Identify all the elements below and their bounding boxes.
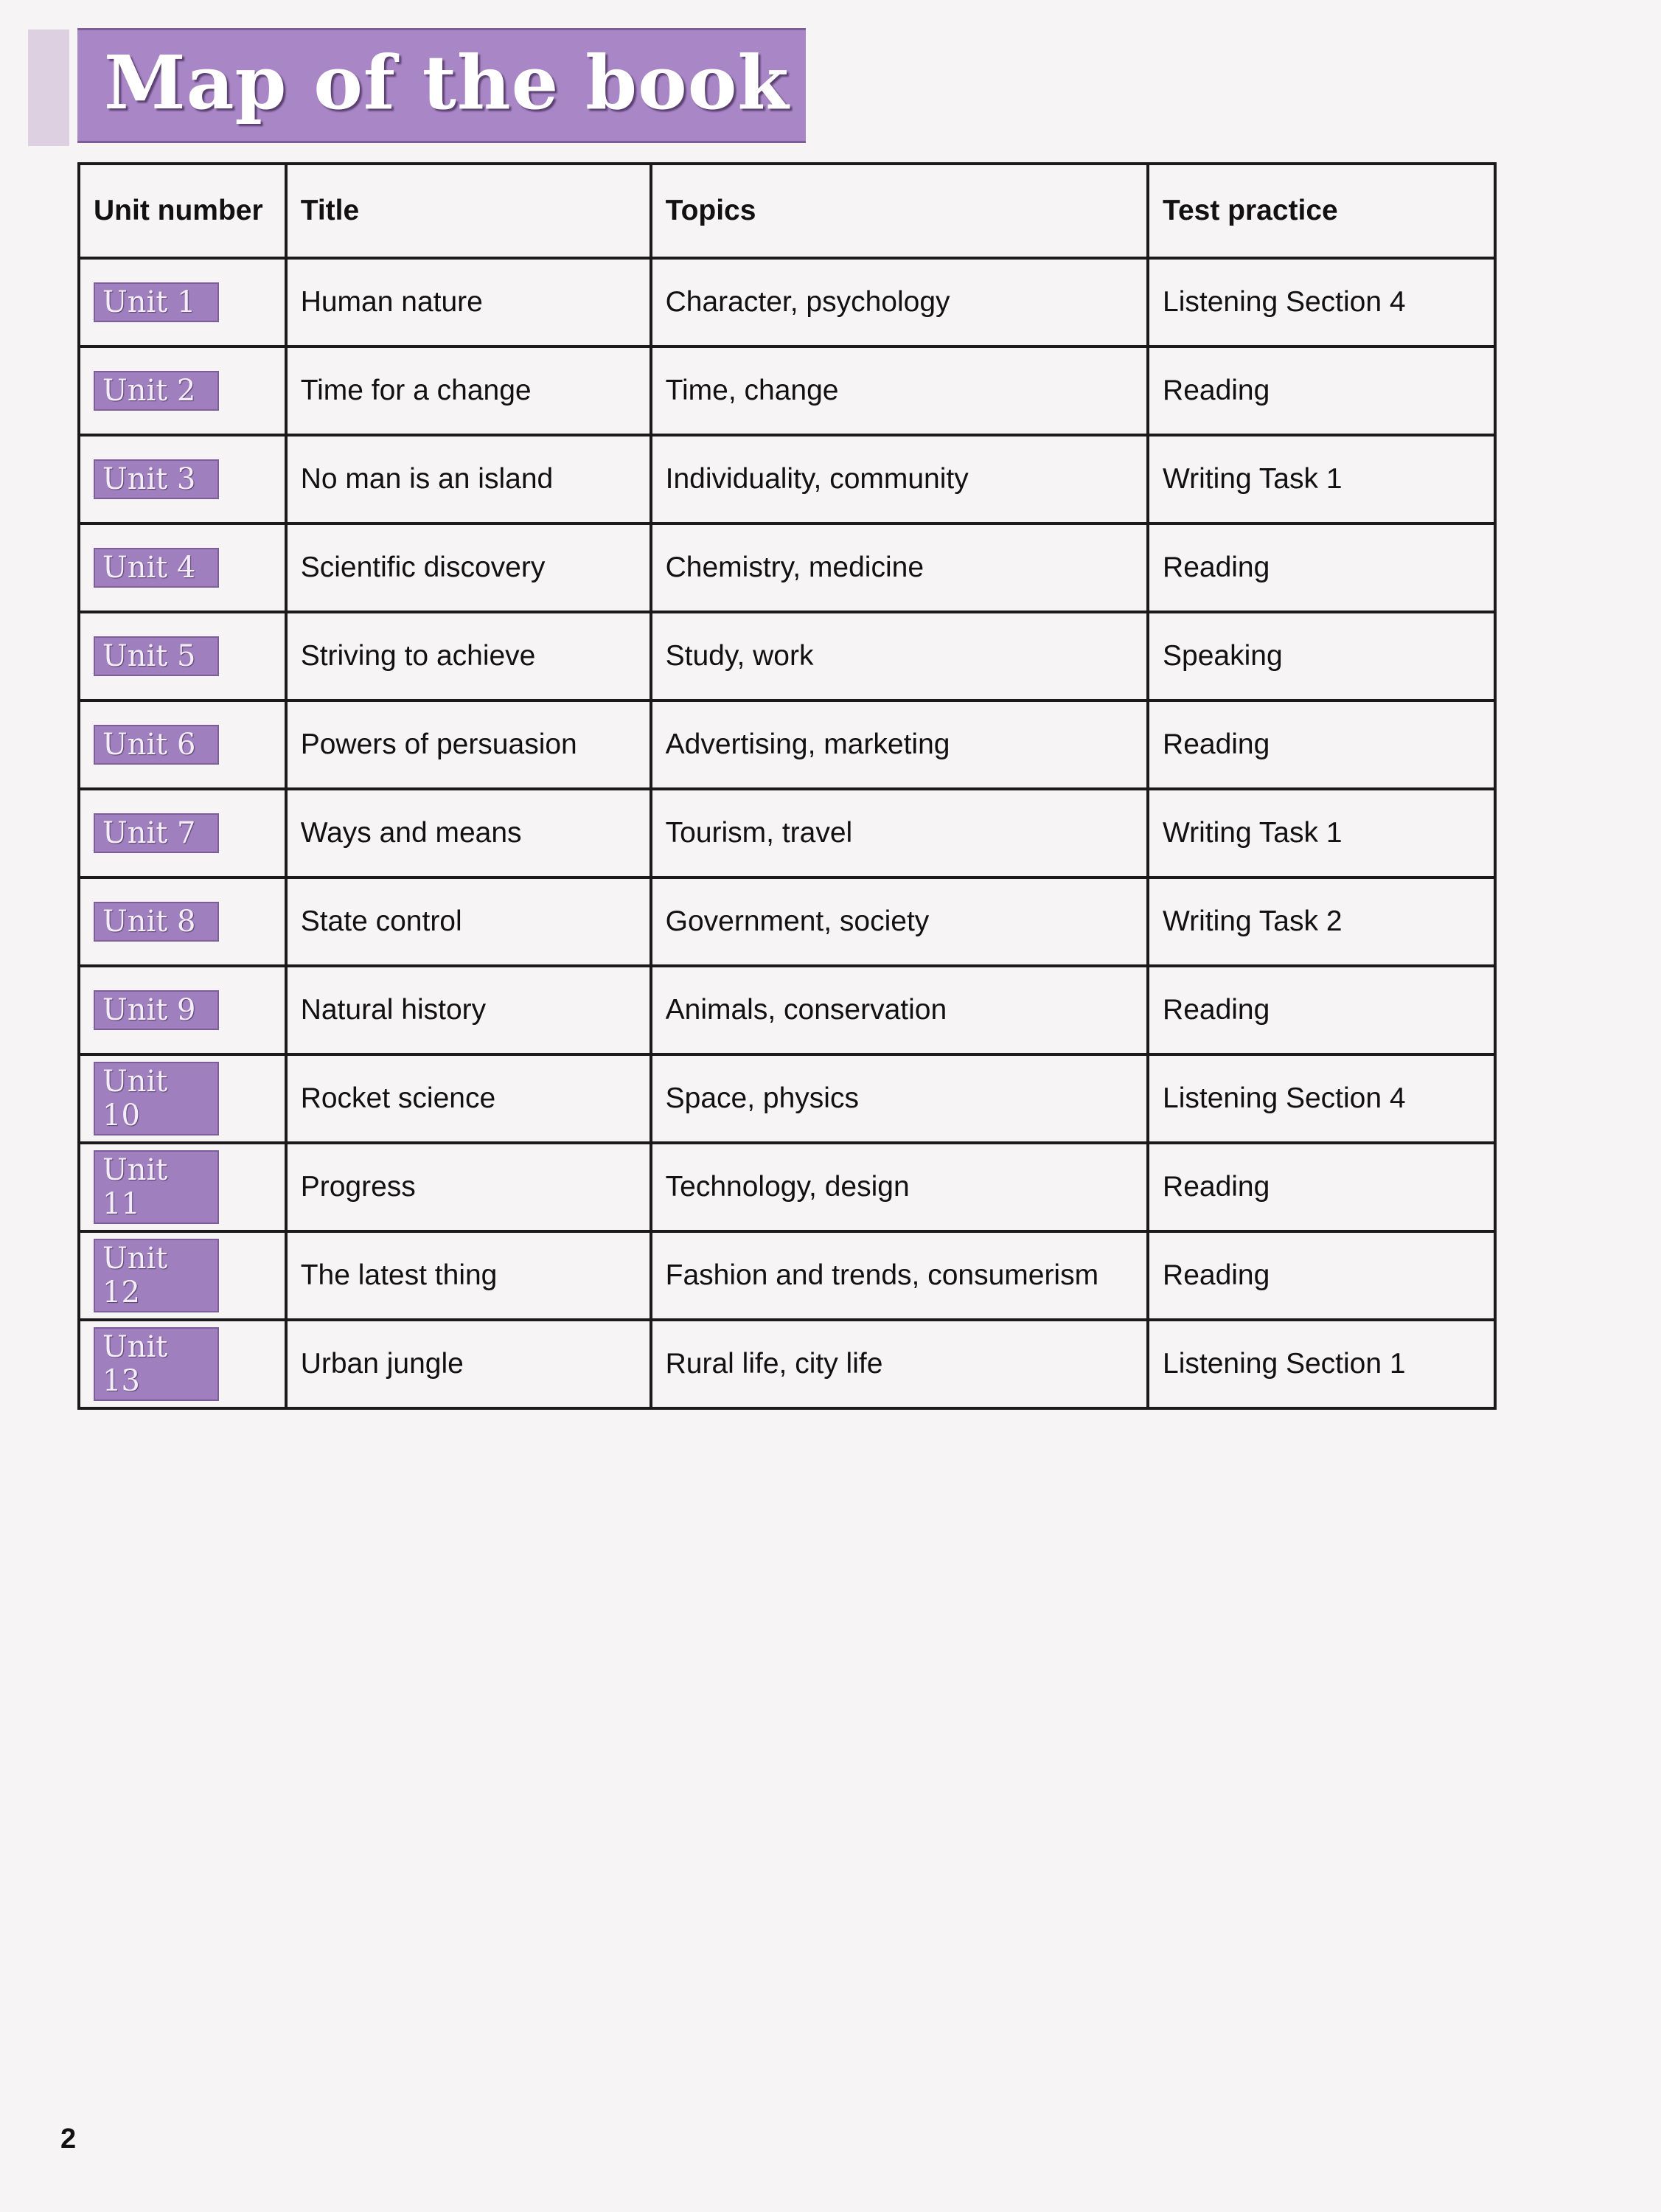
unit-badge: Unit 9 (94, 990, 219, 1030)
test-practice-cell: Reading (1148, 966, 1495, 1054)
test-practice-cell: Reading (1148, 1143, 1495, 1231)
unit-badge: Unit 8 (94, 902, 219, 942)
table-row (79, 1143, 1495, 1231)
unit-cell (79, 1054, 286, 1143)
topics-cell: Study, work (651, 612, 1148, 700)
table-row (79, 258, 1495, 347)
topics-cell: Tourism, travel (651, 789, 1148, 877)
table-row (79, 877, 1495, 966)
topics-cell: Individuality, community (651, 435, 1148, 524)
header-unit-number: Unit number (79, 164, 286, 258)
unit-cell (79, 1143, 286, 1231)
test-practice-cell: Listening Section 4 (1148, 1054, 1495, 1143)
decorative-strip (28, 29, 69, 146)
unit-cell (79, 347, 286, 435)
test-practice-cell: Reading (1148, 524, 1495, 612)
topics-cell: Time, change (651, 347, 1148, 435)
book-map-table (77, 162, 1497, 1410)
topics-cell: Space, physics (651, 1054, 1148, 1143)
unit-badge: Unit 10 (94, 1062, 219, 1135)
unit-badge: Unit 11 (94, 1150, 219, 1224)
table-row (79, 1054, 1495, 1143)
table-row (79, 524, 1495, 612)
unit-cell (79, 435, 286, 524)
title-cell: Urban jungle (286, 1320, 651, 1408)
topics-cell: Chemistry, medicine (651, 524, 1148, 612)
topics-cell: Fashion and trends, consumerism (651, 1231, 1148, 1320)
page-number: 2 (60, 2124, 77, 2154)
unit-badge: Unit 6 (94, 725, 219, 765)
title-cell: No man is an island (286, 435, 651, 524)
header-row (79, 164, 1495, 258)
table-row (79, 966, 1495, 1054)
title-cell: Scientific discovery (286, 524, 651, 612)
unit-cell (79, 789, 286, 877)
title-cell: Time for a change (286, 347, 651, 435)
test-practice-cell: Speaking (1148, 612, 1495, 700)
unit-badge: Unit 2 (94, 371, 219, 411)
title-cell: Powers of persuasion (286, 700, 651, 789)
test-practice-cell: Reading (1148, 700, 1495, 789)
header-test-practice: Test practice (1148, 164, 1495, 258)
table-row (79, 789, 1495, 877)
table-row (79, 347, 1495, 435)
title-cell: The latest thing (286, 1231, 651, 1320)
unit-cell (79, 1231, 286, 1320)
unit-badge: Unit 5 (94, 636, 219, 676)
title-cell: Natural history (286, 966, 651, 1054)
unit-badge: Unit 7 (94, 813, 219, 853)
header-topics: Topics (651, 164, 1148, 258)
unit-cell (79, 612, 286, 700)
topics-cell: Character, psychology (651, 258, 1148, 347)
topics-cell: Technology, design (651, 1143, 1148, 1231)
topics-cell: Animals, conservation (651, 966, 1148, 1054)
table-row (79, 612, 1495, 700)
unit-cell (79, 258, 286, 347)
unit-cell (79, 700, 286, 789)
unit-badge: Unit 1 (94, 282, 219, 322)
test-practice-cell: Writing Task 2 (1148, 877, 1495, 966)
topics-cell: Advertising, marketing (651, 700, 1148, 789)
unit-cell (79, 524, 286, 612)
unit-badge: Unit 4 (94, 548, 219, 588)
title-banner (77, 28, 806, 143)
test-practice-cell: Listening Section 1 (1148, 1320, 1495, 1408)
title-cell: Human nature (286, 258, 651, 347)
title-cell: State control (286, 877, 651, 966)
table-row (79, 1320, 1495, 1408)
unit-badge: Unit 13 (94, 1327, 219, 1401)
test-practice-cell: Writing Task 1 (1148, 435, 1495, 524)
unit-cell (79, 1320, 286, 1408)
topics-cell: Rural life, city life (651, 1320, 1148, 1408)
unit-badge: Unit 12 (94, 1239, 219, 1312)
unit-badge: Unit 3 (94, 459, 219, 499)
table-row (79, 435, 1495, 524)
title-cell: Rocket science (286, 1054, 651, 1143)
unit-cell (79, 966, 286, 1054)
header-title: Title (286, 164, 651, 258)
table-row (79, 700, 1495, 789)
title-cell: Striving to achieve (286, 612, 651, 700)
test-practice-cell: Reading (1148, 347, 1495, 435)
test-practice-cell: Writing Task 1 (1148, 789, 1495, 877)
table-row (79, 1231, 1495, 1320)
test-practice-cell: Reading (1148, 1231, 1495, 1320)
topics-cell: Government, society (651, 877, 1148, 966)
page-title: Map of the book (104, 39, 790, 126)
title-cell: Progress (286, 1143, 651, 1231)
unit-cell (79, 877, 286, 966)
title-cell: Ways and means (286, 789, 651, 877)
test-practice-cell: Listening Section 4 (1148, 258, 1495, 347)
